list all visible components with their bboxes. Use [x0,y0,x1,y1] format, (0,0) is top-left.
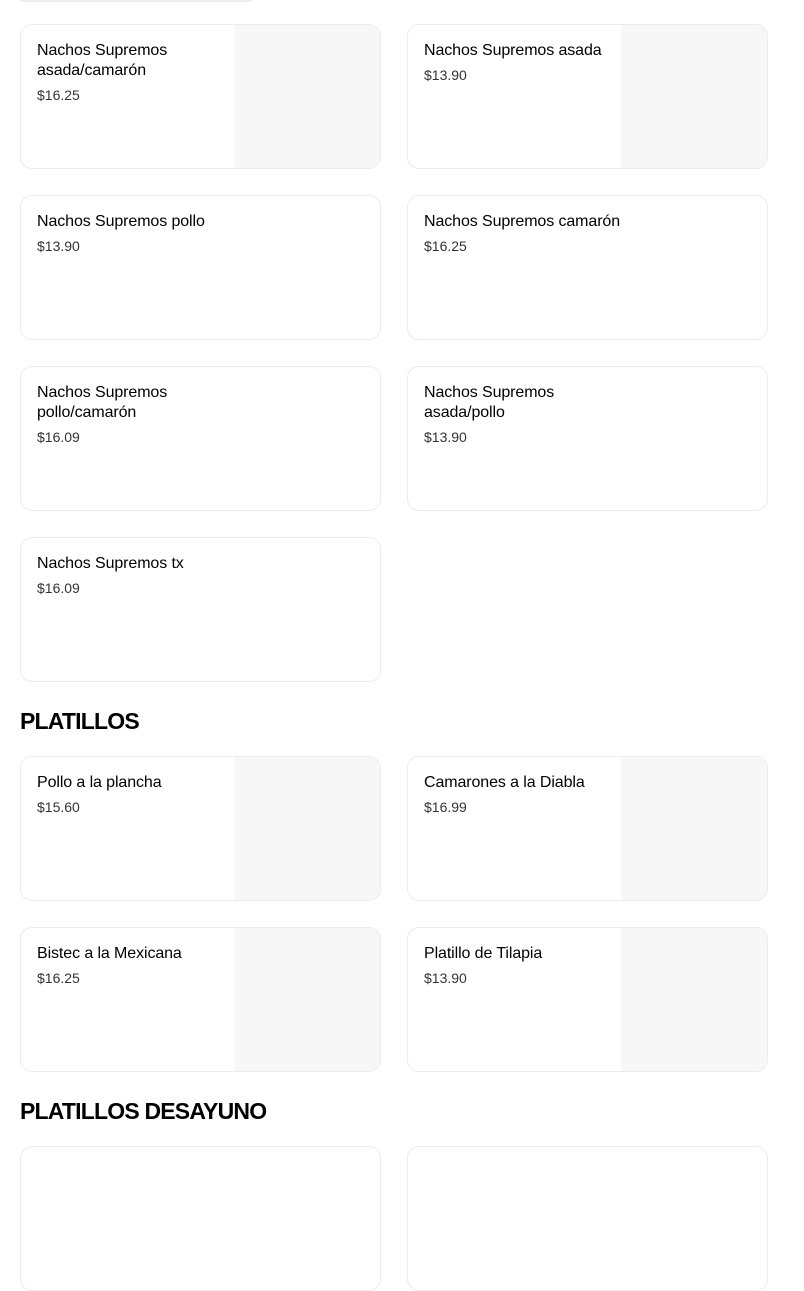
menu-item-card[interactable] [20,195,381,340]
menu-item-price: $16.25 [424,238,467,254]
menu-item-price: $13.90 [424,67,467,83]
menu-item-text [37,41,237,104]
section-title: PLATILLOS [20,708,139,734]
menu-item-price: $16.25 [37,87,80,103]
menu-item-image [621,25,767,168]
menu-item-name: Camarones a la Diabla [424,774,585,791]
menu-item-name: Bistec a la Mexicana [37,945,182,962]
menu-item-price: $16.25 [37,970,80,986]
menu-item-name: Nachos Supremos asada/pollo [424,384,555,421]
menu-item-image [234,757,380,900]
menu-item-price: $13.90 [37,238,80,254]
menu-item-name: Nachos Supremos pollo [37,213,205,230]
menu-item-name: Nachos Supremos asada/camarón [37,42,168,79]
menu-item-text [424,383,624,446]
menu-item-name: Platillo de Tilapia [424,945,543,962]
section-title: PLATILLOS DESAYUNO [20,1098,267,1124]
menu-item-name: Nachos Supremos asada [424,42,602,59]
menu-item-card-partial[interactable] [20,1146,381,1291]
menu-item-name: Nachos Supremos camarón [424,213,621,230]
menu-item-text [37,554,237,597]
menu-item-text [424,944,624,987]
menu-item-card[interactable] [20,537,381,682]
menu-item-text [37,383,237,446]
menu-item-card[interactable] [407,24,768,169]
menu-item-image [234,25,380,168]
menu-item-card[interactable] [407,195,768,340]
menu-item-card[interactable] [20,366,381,511]
menu-item-card[interactable] [20,927,381,1072]
menu-item-card[interactable] [20,756,381,901]
cut-off-section-header [20,0,252,2]
menu-item-text [424,773,624,816]
menu-item-text [424,212,624,255]
menu-item-card-partial[interactable] [407,1146,768,1291]
menu-item-text [37,773,237,816]
menu-item-name: Nachos Supremos tx [37,555,184,572]
menu-item-text [424,41,624,84]
menu-item-card[interactable] [407,756,768,901]
menu-item-card[interactable] [407,366,768,511]
menu-item-text [37,212,237,255]
menu-item-image [621,757,767,900]
menu-item-price: $13.90 [424,970,467,986]
menu-item-image [234,928,380,1071]
menu-item-image [621,928,767,1071]
menu-item-price: $16.09 [37,580,80,596]
menu-item-price: $13.90 [424,429,467,445]
menu-item-card[interactable] [407,927,768,1072]
menu-item-card[interactable] [20,24,381,169]
menu-item-price: $15.60 [37,799,80,815]
menu-item-price: $16.09 [37,429,80,445]
menu-item-price: $16.99 [424,799,467,815]
menu-item-text [37,944,237,987]
menu-item-name: Pollo a la plancha [37,774,162,791]
menu-item-name: Nachos Supremos pollo/camarón [37,384,168,421]
